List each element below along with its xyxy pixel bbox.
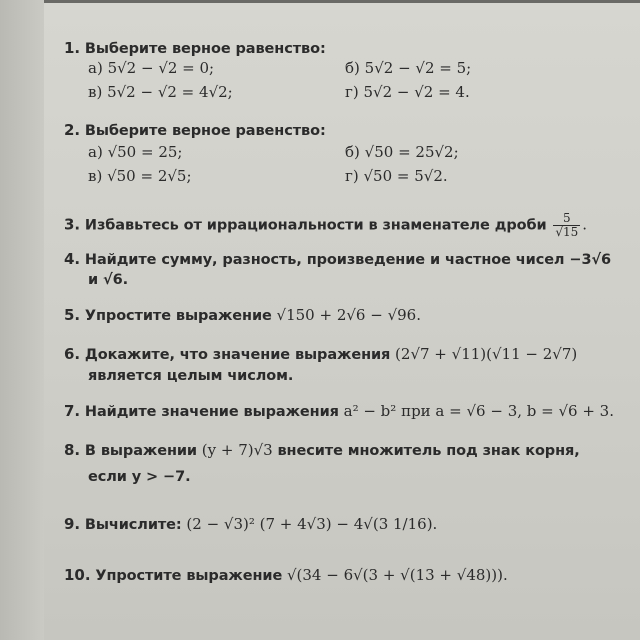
question-4-continued: и √6. bbox=[88, 272, 128, 288]
question-text-b: внесите множитель под знак корня, bbox=[277, 443, 580, 459]
question-2 bbox=[64, 121, 624, 141]
expression: (2 − √3)² (7 + 4√3) − 4√(3 1/16). bbox=[186, 515, 438, 533]
question-6-continued: является целым числом. bbox=[88, 368, 294, 384]
question-number: 6. bbox=[64, 345, 81, 363]
question-10 bbox=[64, 566, 624, 586]
question-1 bbox=[64, 39, 624, 59]
question-title: Выберите верное равенство: bbox=[84, 41, 326, 57]
question-9 bbox=[64, 515, 624, 535]
question-4 bbox=[64, 250, 624, 270]
expression: a² − b² при a = √6 − 3, b = √6 + 3. bbox=[343, 402, 614, 420]
question-text: Докажите, что значение выражения bbox=[84, 347, 391, 363]
q2-option-a: а) √50 = 25; bbox=[88, 143, 183, 161]
question-3 bbox=[64, 212, 624, 239]
page-margin bbox=[0, 0, 44, 640]
q1-option-a: а) 5√2 − √2 = 0; bbox=[88, 59, 215, 77]
question-text: В выражении bbox=[84, 443, 197, 459]
q1-option-c: в) 5√2 − √2 = 4√2; bbox=[88, 83, 233, 101]
expression: √150 + 2√6 − √96. bbox=[276, 306, 421, 324]
question-6 bbox=[64, 345, 624, 365]
question-number: 2. bbox=[64, 121, 81, 139]
question-7 bbox=[64, 402, 624, 422]
q2-option-c: в) √50 = 2√5; bbox=[88, 167, 192, 185]
question-number: 10. bbox=[64, 566, 91, 584]
question-5 bbox=[64, 306, 624, 326]
question-number: 4. bbox=[64, 250, 81, 268]
question-number: 5. bbox=[64, 306, 81, 324]
q1-option-b: б) 5√2 − √2 = 5; bbox=[345, 59, 472, 77]
question-number: 9. bbox=[64, 515, 81, 533]
question-text: Найдите значение выражения bbox=[84, 404, 339, 420]
question-text: Вычислите: bbox=[84, 517, 182, 533]
q1-option-d: г) 5√2 − √2 = 4. bbox=[345, 83, 470, 101]
question-number: 7. bbox=[64, 402, 81, 420]
q2-option-d: г) √50 = 5√2. bbox=[345, 167, 448, 185]
fraction bbox=[553, 212, 580, 239]
question-number: 3. bbox=[64, 215, 81, 234]
question-text: Упростите выражение bbox=[84, 308, 272, 324]
question-8 bbox=[64, 441, 624, 461]
fraction-numerator: 5 bbox=[553, 212, 580, 226]
q2-option-b: б) √50 = 25√2; bbox=[345, 143, 459, 161]
question-text: Избавьтесь от иррациональности в знаменателе дроби bbox=[84, 217, 547, 234]
question-title: Выберите верное равенство: bbox=[84, 123, 326, 139]
expression: (2√7 + √11)(√11 − 2√7) bbox=[395, 345, 578, 363]
top-rule bbox=[44, 0, 640, 3]
question-number: 8. bbox=[64, 441, 81, 459]
fraction-denominator: √15 bbox=[555, 225, 579, 239]
question-text: Упростите выражение bbox=[95, 568, 283, 584]
question-text: Найдите сумму, разность, произведение и частное чисел −3√6 bbox=[84, 252, 611, 268]
question-number: 1. bbox=[64, 39, 81, 57]
expression: √(34 − 6√(3 + √(13 + √48))). bbox=[286, 566, 508, 584]
question-8-continued: если y > −7. bbox=[88, 469, 191, 485]
period: . bbox=[582, 215, 588, 234]
expression: (y + 7)√3 bbox=[201, 441, 273, 459]
